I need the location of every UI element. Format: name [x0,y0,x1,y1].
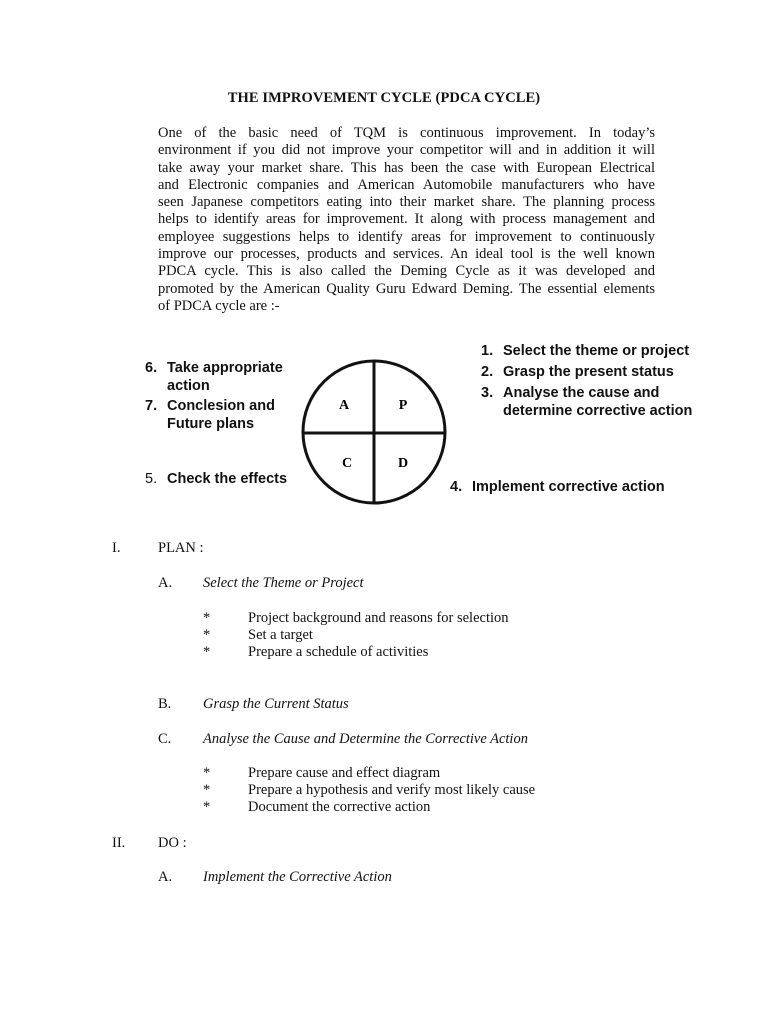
step-3-text-line-2: determine corrective action [503,403,693,419]
step-6-text-line-1: Take appropriate [167,360,283,376]
intro-line: environment if you did not improve your competitor will and in addition it will [158,142,655,159]
intro-line: and Electronic companies and American Automobile manufacturers who have [158,176,655,193]
step-7-text-line-2: Future plans [167,416,255,432]
plan-c-letter: C. [158,731,172,747]
plan-a-bullet-1-mark: * [203,610,211,626]
step-7-number: 7. [145,398,158,414]
plan-c-bullet-1-mark: * [203,765,211,781]
do-numeral: II. [112,835,126,851]
intro-line: helps to identify areas for improvement. It along with process management and [158,211,655,228]
intro-line: of PDCA cycle are :- [158,297,280,314]
step-1-text: Select the theme or project [503,343,690,359]
intro-line: promoted by the American Quality Guru Edward Deming. The essential elements [158,280,655,297]
step-3-number: 3. [481,385,494,401]
plan-a-bullet-3-text: Prepare a schedule of activities [248,644,429,660]
step-6 [145,359,283,395]
step-5 [145,470,287,488]
intro-line: One of the basic need of TQM is continuous improvement. In today’s [158,125,655,141]
quadrant-a-label: A [338,398,350,413]
quadrant-d-label: D [397,456,409,471]
plan-c-title: Analyse the Cause and Determine the Corrective Action [203,731,528,747]
step-3 [481,384,692,420]
step-3-text-line-1: Analyse the cause and [503,385,660,401]
intro-line: PDCA cycle. This is also called the Deming Cycle as it was developed and [158,263,655,280]
step-2 [481,363,674,381]
step-1-number: 1. [481,343,494,359]
pdca-cycle-diagram [300,358,448,506]
step-2-text: Grasp the present status [503,364,674,380]
plan-a-bullet-2-mark: * [203,627,211,643]
step-6-text-line-2: action [167,378,210,394]
intro-paragraph [158,125,655,315]
plan-c-bullet-2-text: Prepare a hypothesis and verify most likely cause [248,782,536,798]
step-7-text-line-1: Conclesion and [167,398,275,414]
step-4-text: Implement corrective action [472,479,665,495]
intro-line: improve our processes, products and services. An ideal tool is the well known [158,246,655,263]
step-5-text: Check the effects [167,471,288,487]
intro-line: seen Japanese competitors eating into their market share. The planning process [158,194,655,211]
intro-line: employee suggestions helps to identify areas for improvement to continuously [158,228,655,245]
plan-heading: PLAN : [158,540,204,556]
step-4-number: 4. [450,479,463,495]
step-5-number: 5. [145,471,158,487]
plan-c-bullet-1-text: Prepare cause and effect diagram [248,765,441,781]
step-2-number: 2. [481,364,494,380]
plan-c-bullet-3-mark: * [203,799,211,815]
quadrant-c-label: C [341,456,353,471]
do-a-letter: A. [158,869,173,885]
plan-numeral: I. [112,540,121,556]
plan-a-bullet-3-mark: * [203,644,211,660]
plan-b-letter: B. [158,696,172,712]
plan-a-letter: A. [158,575,173,591]
step-6-number: 6. [145,360,158,376]
do-heading: DO : [158,835,187,851]
intro-line: take away your market share. This has been the case with European Electrical [158,159,655,176]
quadrant-p-label: P [398,398,408,413]
plan-a-title: Select the Theme or Project [203,575,364,591]
do-a-title: Implement the Corrective Action [203,869,392,885]
step-7 [145,397,275,433]
plan-a-bullet-1-text: Project background and reasons for selection [248,610,509,626]
page-title: THE IMPROVEMENT CYCLE (PDCA CYCLE) [227,90,541,106]
step-4 [450,478,665,496]
step-1 [481,342,689,360]
plan-a-bullet-2-text: Set a target [248,627,313,643]
plan-c-bullet-2-mark: * [203,782,211,798]
plan-b-title: Grasp the Current Status [203,696,349,712]
plan-c-bullet-3-text: Document the corrective action [248,799,431,815]
